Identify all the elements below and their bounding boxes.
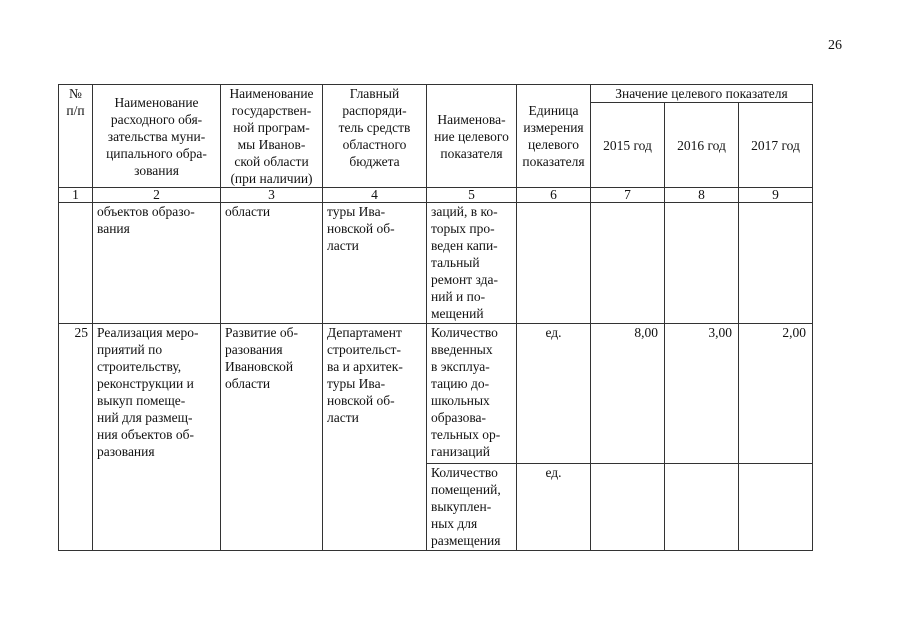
table-row [59,203,813,324]
header-year-2016: 2016 год [665,103,739,188]
header-manager: Главный распоряди- тель средств областного бюджета [323,85,427,188]
column-number: 9 [739,188,813,203]
cont-manager: туры Ива- новской об- ласти [323,203,427,324]
value-2015: 8,00 [591,324,665,464]
header-indicator: Наименова- ние целевого показателя [427,85,517,188]
header-row [59,85,813,103]
cont-number [59,203,93,324]
column-number-row [59,188,813,203]
header-year-2015: 2015 год [591,103,665,188]
row-obligation: Реализация меро- приятий по строительству, реконструкции и выкуп помеще- ний для размещ- ния объектов об- разования [93,324,221,551]
column-number: 4 [323,188,427,203]
row-program: Развитие об- разования Ивановской области [221,324,323,551]
cont-obligation: объектов образо- вания [93,203,221,324]
page-number: 26 [828,38,842,53]
cont-2015 [591,203,665,324]
column-number: 8 [665,188,739,203]
cont-unit [517,203,591,324]
value-2016 [665,464,739,551]
value-2017: 2,00 [739,324,813,464]
header-unit: Единица измерения целевого показателя [517,85,591,188]
target-indicators-table [58,84,813,551]
header-program: Наименование государствен- ной програм- мы Иванов- ской области (при наличии) [221,85,323,188]
indicator-name: Количество помещений, выкуплен- ных для размещения [427,464,517,551]
indicator-name: Количество введенных в эксплуа- тацию до- школьных образова- тельных ор- ганизаций [427,324,517,464]
cont-program: области [221,203,323,324]
table-row [59,324,813,464]
column-number: 5 [427,188,517,203]
column-number: 7 [591,188,665,203]
cont-2016 [665,203,739,324]
column-number: 3 [221,188,323,203]
column-number: 1 [59,188,93,203]
row-number: 25 [59,324,93,551]
header-obligation: Наименование расходного обя- зательства муни- ципального обра- зования [93,85,221,188]
header-number: № п/п [59,85,93,188]
value-2017 [739,464,813,551]
cont-indicator: заций, в ко- торых про- веден капи- тальный ремонт зда- ний и по- мещений [427,203,517,324]
header-year-2017: 2017 год [739,103,813,188]
value-2015 [591,464,665,551]
cont-2017 [739,203,813,324]
indicator-unit: ед. [517,464,591,551]
indicator-unit: ед. [517,324,591,464]
row-manager: Департамент строительст- ва и архитек- туры Ива- новской об- ласти [323,324,427,551]
header-target-value: Значение целевого показателя [591,85,813,103]
value-2016: 3,00 [665,324,739,464]
column-number: 6 [517,188,591,203]
column-number: 2 [93,188,221,203]
